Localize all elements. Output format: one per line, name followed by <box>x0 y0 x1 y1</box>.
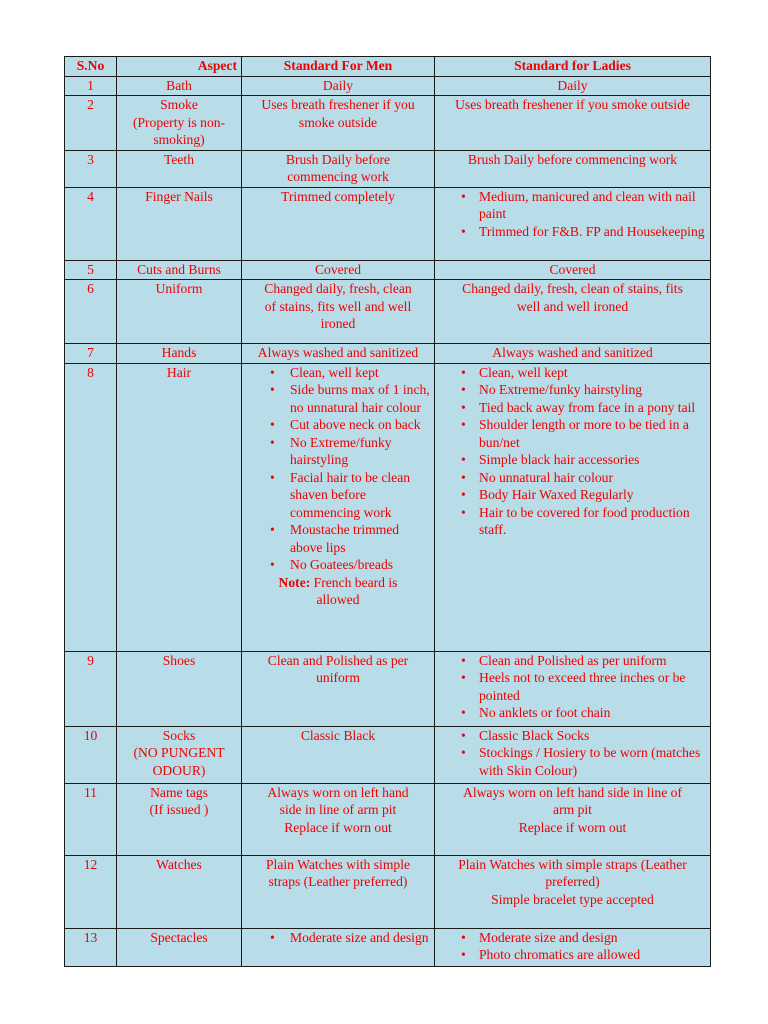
table-row <box>65 928 711 966</box>
aspect-line: smoking) <box>153 132 205 147</box>
ladies-bullet-item: • Classic Black Socks <box>439 727 706 745</box>
men-line: Daily <box>322 77 354 93</box>
ladies-line: Changed daily, fresh, clean of stains, fits <box>462 281 683 296</box>
aspect-line: Finger Nails <box>145 188 213 204</box>
table-row <box>65 187 711 260</box>
ladies-line: arm pit <box>553 802 592 817</box>
ladies-line: well and well ironed <box>516 298 629 314</box>
ladies-line: Plain Watches with simple straps (Leather <box>458 856 687 872</box>
standard-men-cell <box>242 260 435 280</box>
standard-ladies-cell <box>435 928 711 966</box>
ladies-bullet-list <box>439 364 706 539</box>
table-row <box>65 260 711 280</box>
standard-men-cell <box>242 280 435 344</box>
aspect-line: Spectacles <box>150 929 208 945</box>
row-sno: 5 <box>65 260 117 280</box>
row-sno: 11 <box>65 783 117 855</box>
men-line: Brush Daily before <box>285 151 391 167</box>
aspect-line: Uniform <box>155 281 203 296</box>
men-line: Clean and Polished as per <box>267 652 409 668</box>
men-bullet-item: • Side burns max of 1 inch, no unnatural hair colour <box>246 381 430 416</box>
ladies-bullet-list <box>439 727 706 780</box>
ladies-bullet-item: • Simple black hair accessories <box>439 451 706 469</box>
standard-ladies-cell <box>435 280 711 344</box>
men-line: Covered <box>314 261 362 277</box>
standard-ladies-cell <box>435 260 711 280</box>
standard-men-cell <box>242 855 435 928</box>
table-row <box>65 726 711 783</box>
ladies-line: Uses breath freshener if you smoke outside <box>455 97 690 112</box>
row-sno: 3 <box>65 150 117 187</box>
men-line: Plain Watches with simple <box>265 856 410 872</box>
standard-men-cell <box>242 344 435 364</box>
standard-ladies-cell <box>435 76 711 96</box>
row-sno: 7 <box>65 344 117 364</box>
standard-ladies-cell <box>435 855 711 928</box>
row-sno: 10 <box>65 726 117 783</box>
aspect-line: Hair <box>166 364 192 380</box>
men-bullet-item: • Clean, well kept <box>246 364 430 382</box>
row-aspect <box>117 76 242 96</box>
note-label: Note: <box>278 574 311 590</box>
ladies-bullet-item: • Trimmed for F&B. FP and Housekeeping <box>439 223 706 241</box>
row-aspect <box>117 363 242 651</box>
men-line: Replace if worn out <box>284 819 392 835</box>
men-bullet-item: • No Extreme/funky hairstyling <box>246 434 430 469</box>
row-sno: 2 <box>65 96 117 151</box>
table-row <box>65 363 711 651</box>
standard-men-cell <box>242 928 435 966</box>
row-aspect <box>117 150 242 187</box>
ladies-bullet-item: • No unnatural hair colour <box>439 469 706 487</box>
men-bullet-list <box>246 929 430 947</box>
row-sno: 1 <box>65 76 117 96</box>
ladies-bullet-list <box>439 652 706 722</box>
ladies-line: Replace if worn out <box>518 819 627 835</box>
row-aspect <box>117 783 242 855</box>
ladies-bullet-item: • No Extreme/funky hairstyling <box>439 381 706 399</box>
aspect-line: Socks <box>162 727 196 743</box>
header-standard-men: Standard For Men <box>242 57 435 77</box>
grooming-standards-table <box>64 56 711 967</box>
men-bullet-item: • Facial hair to be clean shaven before commencing work <box>246 469 430 522</box>
men-line: Changed daily, fresh, clean <box>264 281 412 296</box>
header-row <box>65 57 711 77</box>
aspect-line: Watches <box>156 856 202 872</box>
ladies-bullet-item: • Medium, manicured and clean with nail paint <box>439 188 706 223</box>
ladies-bullet-item: • Hair to be covered for food production staff. <box>439 504 706 539</box>
standard-ladies-cell <box>435 96 711 151</box>
men-bullet-list <box>246 364 430 574</box>
aspect-line: Shoes <box>162 652 196 668</box>
men-line: side in line of arm pit <box>279 802 397 817</box>
table-row <box>65 280 711 344</box>
standard-men-cell <box>242 783 435 855</box>
men-bullet-item: • Cut above neck on back <box>246 416 430 434</box>
row-sno: 8 <box>65 363 117 651</box>
men-line: smoke outside <box>298 114 378 130</box>
row-aspect <box>117 187 242 260</box>
men-bullet-item: • Moustache trimmed above lips <box>246 521 430 556</box>
table-body <box>65 76 711 966</box>
ladies-line: Covered <box>549 261 596 277</box>
row-sno: 13 <box>65 928 117 966</box>
aspect-line: (NO PUNGENT <box>133 745 225 760</box>
row-aspect <box>117 855 242 928</box>
row-aspect <box>117 96 242 151</box>
standard-ladies-cell <box>435 150 711 187</box>
standard-men-cell <box>242 363 435 651</box>
row-aspect <box>117 344 242 364</box>
men-line: of stains, fits well and well <box>264 298 412 314</box>
row-aspect <box>117 260 242 280</box>
row-sno: 4 <box>65 187 117 260</box>
standard-men-cell <box>242 76 435 96</box>
row-aspect <box>117 280 242 344</box>
row-aspect <box>117 726 242 783</box>
aspect-line: Hands <box>161 345 197 360</box>
aspect-line: Bath <box>166 77 192 93</box>
note-text-continued: allowed <box>316 592 360 607</box>
men-line: ironed <box>320 316 356 331</box>
ladies-bullet-item: • Clean and Polished as per uniform <box>439 652 706 670</box>
standard-ladies-cell <box>435 344 711 364</box>
ladies-bullet-item: • No anklets or foot chain <box>439 704 706 722</box>
standard-ladies-cell <box>435 363 711 651</box>
row-sno: 9 <box>65 651 117 726</box>
ladies-bullet-item: • Moderate size and design <box>439 929 706 947</box>
ladies-bullet-list <box>439 188 706 241</box>
men-bullet-item: • Moderate size and design <box>246 929 430 947</box>
standard-ladies-cell <box>435 726 711 783</box>
table-row <box>65 150 711 187</box>
standard-men-cell <box>242 150 435 187</box>
ladies-bullet-item: • Body Hair Waxed Regularly <box>439 486 706 504</box>
men-bullet-item: • No Goatees/breads <box>246 556 430 574</box>
ladies-line: Always worn on left hand side in line of <box>463 784 682 800</box>
men-line: commencing work <box>287 169 389 184</box>
row-sno: 12 <box>65 855 117 928</box>
aspect-line: Smoke <box>160 97 198 112</box>
ladies-bullet-item: • Tied back away from face in a pony tail <box>439 399 706 417</box>
aspect-line: Cuts and Burns <box>137 261 221 277</box>
ladies-bullet-item: • Shoulder length or more to be tied in a bun/net <box>439 416 706 451</box>
standard-men-cell <box>242 187 435 260</box>
men-line: straps (Leather preferred) <box>268 874 408 889</box>
header-sno: S.No <box>65 57 117 77</box>
ladies-bullet-list <box>439 929 706 964</box>
men-line: Always washed and sanitized <box>257 345 419 360</box>
header-aspect: Aspect <box>117 57 242 77</box>
ladies-line: Daily <box>557 77 588 93</box>
row-sno: 6 <box>65 280 117 344</box>
table-row <box>65 76 711 96</box>
row-aspect <box>117 651 242 726</box>
ladies-bullet-item: • Stockings / Hosiery to be worn (matches with Skin Colour) <box>439 744 706 779</box>
standard-men-cell <box>242 726 435 783</box>
note-line <box>246 574 430 592</box>
ladies-line: Always washed and sanitized <box>492 345 653 360</box>
standard-ladies-cell <box>435 187 711 260</box>
standard-ladies-cell <box>435 651 711 726</box>
men-line: Uses breath freshener if you <box>261 97 415 112</box>
table-row <box>65 651 711 726</box>
header-standard-ladies: Standard for Ladies <box>435 57 711 77</box>
table-row <box>65 344 711 364</box>
men-line: Always worn on left hand <box>267 784 409 800</box>
ladies-bullet-item: • Heels not to exceed three inches or be pointed <box>439 669 706 704</box>
table-row <box>65 783 711 855</box>
table-row <box>65 855 711 928</box>
row-aspect <box>117 928 242 966</box>
standard-men-cell <box>242 96 435 151</box>
ladies-bullet-item: • Clean, well kept <box>439 364 706 382</box>
standard-men-cell <box>242 651 435 726</box>
table-row <box>65 96 711 151</box>
aspect-line: ODOUR) <box>152 762 206 778</box>
aspect-line: (If issued ) <box>149 802 209 817</box>
ladies-bullet-item: • Photo chromatics are allowed <box>439 946 706 964</box>
men-line: Classic Black <box>300 727 376 743</box>
note-text: French beard is <box>310 574 398 590</box>
ladies-line: Simple bracelet type accepted <box>491 891 654 907</box>
aspect-line: Teeth <box>164 151 194 167</box>
standard-ladies-cell <box>435 783 711 855</box>
ladies-line: Brush Daily before commencing work <box>467 151 678 167</box>
aspect-line: (Property is non- <box>132 114 226 130</box>
men-line: Trimmed completely <box>281 188 395 204</box>
aspect-line: Name tags <box>150 784 208 800</box>
ladies-line: preferred) <box>545 874 600 889</box>
men-line: uniform <box>316 670 360 685</box>
